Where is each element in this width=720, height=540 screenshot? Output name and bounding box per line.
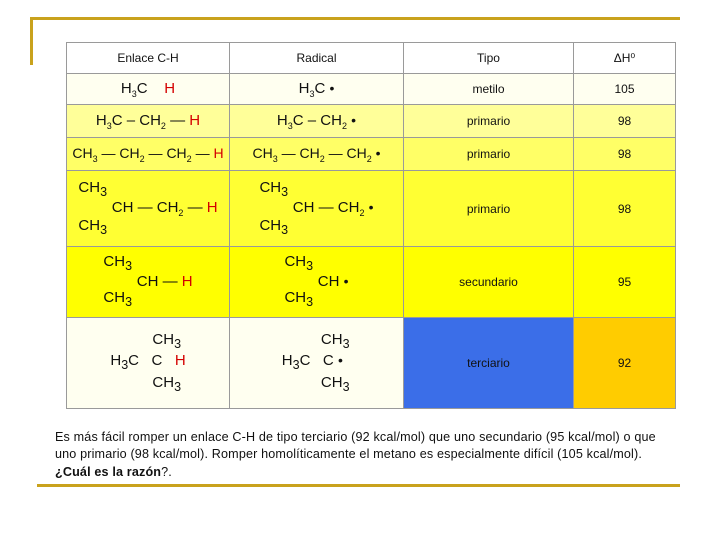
bond-energy-table: [66, 42, 676, 409]
header-radical: Radical: [230, 43, 404, 74]
bond-formula-ethyl: $H_3C - CH_2$ — H: [67, 105, 230, 138]
delta-h-cell: 95: [574, 247, 676, 318]
table-row: [67, 138, 676, 171]
header-delta-h: ΔH⁰: [574, 43, 676, 74]
bond-formula-methyl: $H_3C$ H: [67, 74, 230, 105]
table-header-row: [67, 43, 676, 74]
radical-formula-tert-butyl: $CH_3$ $H_3C$ C • $CH_3$: [230, 318, 404, 409]
tipo-cell: secundario: [404, 247, 574, 318]
tipo-cell: terciario: [404, 318, 574, 409]
radical-formula-isobutyl: $CH_3$ CH — $CH_2$ • $CH_3$: [230, 171, 404, 247]
bond-formula-isobutyl: $CH_3$ CH — $CH_2$ — H $CH_3$: [67, 171, 230, 247]
explanation-question: ¿Cuál es la razón: [55, 465, 162, 480]
table-row: [67, 318, 676, 409]
decorative-top-line: [30, 17, 680, 20]
radical-formula-propyl: $CH_3$ — $CH_2$ — $CH_2$ •: [230, 138, 404, 171]
explanation-text: Es más fácil romper un enlace C-H de tipo terciario (92 kcal/mol) que uno secundario (95 kcal/mol) o que uno primario (98 kcal/mol). Romper homolíticamente el metano es especialmente difícil (105 kcal/mol).: [55, 429, 656, 462]
tipo-cell: primario: [404, 138, 574, 171]
table-row: [67, 247, 676, 318]
delta-h-cell: 98: [574, 105, 676, 138]
explanation-tail: ?.: [161, 465, 172, 480]
table-row: [67, 171, 676, 247]
radical-formula-methyl: $H_3C$ •: [230, 74, 404, 105]
delta-h-cell: 98: [574, 138, 676, 171]
bond-formula-tert-butyl: $CH_3$ $H_3C$ C H $CH_3$: [67, 318, 230, 409]
table-row: [67, 105, 676, 138]
decorative-left-line: [30, 17, 33, 65]
header-tipo: Tipo: [404, 43, 574, 74]
delta-h-cell: 105: [574, 74, 676, 105]
delta-h-cell: 92: [574, 318, 676, 409]
bond-formula-isopropyl: $CH_3$ CH — H $CH_3$: [67, 247, 230, 318]
table-row: [67, 74, 676, 105]
explanation-paragraph: [55, 429, 675, 483]
bond-formula-propyl: $CH_3$ — $CH_2$ — $CH_2$ — H: [67, 138, 230, 171]
decorative-bottom-line: [37, 484, 680, 487]
delta-h-cell: 98: [574, 171, 676, 247]
radical-formula-ethyl: $H_3C - CH_2$ •: [230, 105, 404, 138]
header-enlace: Enlace C-H: [67, 43, 230, 74]
tipo-cell: metilo: [404, 74, 574, 105]
tipo-cell: primario: [404, 105, 574, 138]
tipo-cell: primario: [404, 171, 574, 247]
radical-formula-isopropyl: $CH_3$ CH • $CH_3$: [230, 247, 404, 318]
